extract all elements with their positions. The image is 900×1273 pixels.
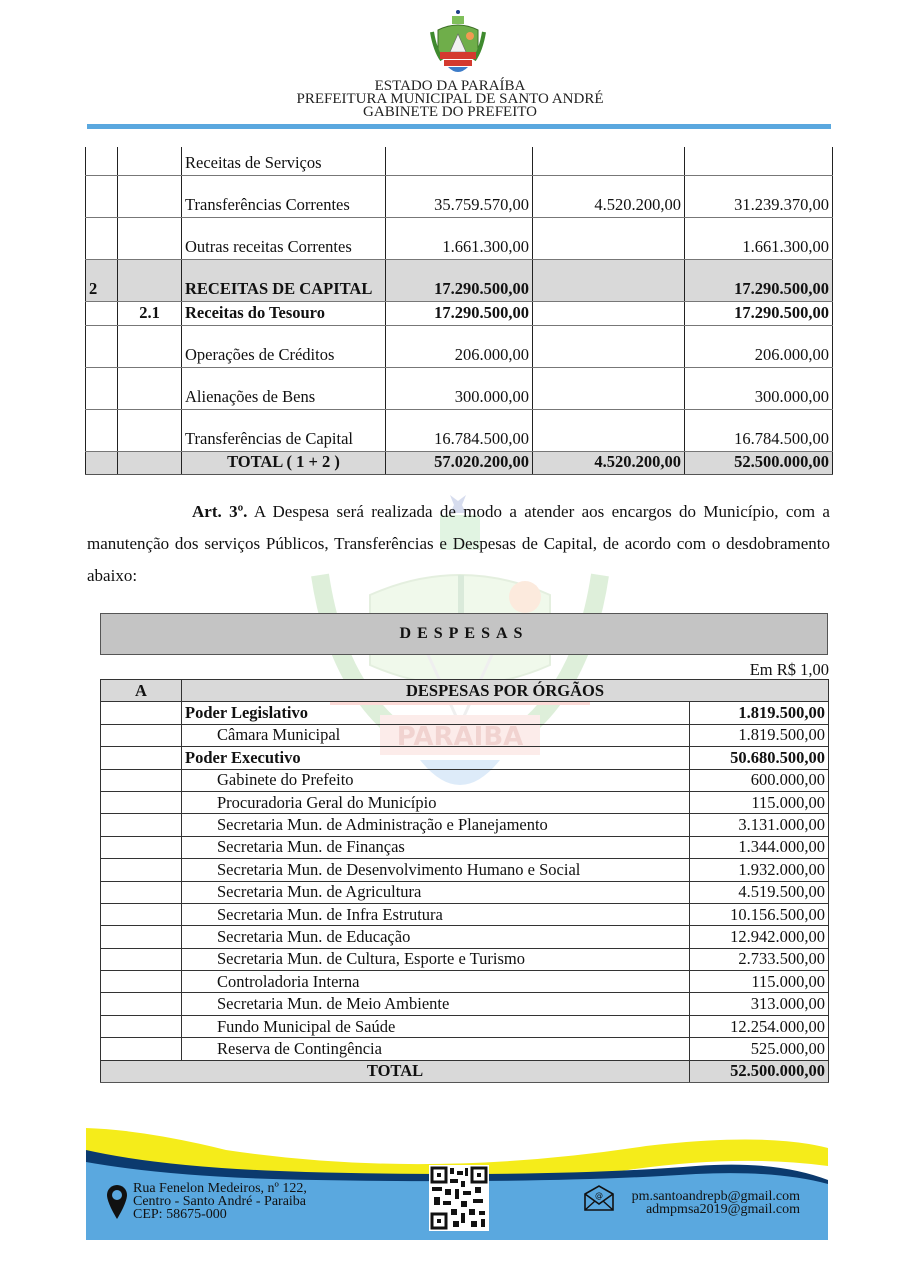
despesa-value: 525.000,00 xyxy=(690,1038,829,1060)
svg-text:@: @ xyxy=(595,1191,603,1200)
row-value-gross: 1.661.300,00 xyxy=(386,217,533,259)
row-subcode xyxy=(118,367,182,409)
row-code xyxy=(86,451,118,474)
despesa-value: 1.344.000,00 xyxy=(690,836,829,858)
receita-row xyxy=(86,259,833,301)
row-label: Alienações de Bens xyxy=(182,367,386,409)
despesas-table xyxy=(100,679,829,1083)
article-heading: Art. 3º. xyxy=(192,502,248,521)
despesa-item-row xyxy=(101,1015,829,1037)
row-code xyxy=(101,702,182,724)
row-code xyxy=(101,948,182,970)
despesa-item-row xyxy=(101,791,829,813)
address-line: Rua Fenelon Medeiros, nº 122, xyxy=(133,1181,307,1196)
despesa-group-row xyxy=(101,702,829,724)
row-value-net: 1.661.300,00 xyxy=(685,217,833,259)
row-value-net: 206.000,00 xyxy=(685,325,833,367)
despesas-banner: DESPESAS xyxy=(100,613,828,655)
despesa-value: 1.819.500,00 xyxy=(690,724,829,746)
despesa-label: Gabinete do Prefeito xyxy=(182,769,690,791)
despesa-value: 50.680.500,00 xyxy=(690,747,829,769)
footer-emails xyxy=(632,1190,800,1216)
receita-row xyxy=(86,367,833,409)
header-office: GABINETE DO PREFEITO xyxy=(363,104,537,120)
row-value-deduction xyxy=(533,367,685,409)
letterhead xyxy=(0,0,900,135)
despesa-value: 12.254.000,00 xyxy=(690,1015,829,1037)
despesa-label: Fundo Municipal de Saúde xyxy=(182,1015,690,1037)
despesa-item-row xyxy=(101,903,829,925)
despesa-value: 10.156.500,00 xyxy=(690,903,829,925)
header-state: ESTADO DA PARAÍBA xyxy=(374,78,526,94)
row-value-deduction xyxy=(533,409,685,451)
row-value-net: 16.784.500,00 xyxy=(685,409,833,451)
header-code: A xyxy=(101,680,182,702)
row-subcode xyxy=(118,175,182,217)
row-code xyxy=(86,301,118,325)
qr-code-icon[interactable] xyxy=(429,1165,489,1231)
row-code xyxy=(101,724,182,746)
despesa-item-row xyxy=(101,814,829,836)
receita-row xyxy=(86,175,833,217)
row-value-gross: 17.290.500,00 xyxy=(386,259,533,301)
email-link[interactable]: admpmsa2019@gmail.com xyxy=(645,1202,800,1217)
row-code xyxy=(101,993,182,1015)
footer-address xyxy=(133,1182,307,1221)
despesa-value: 313.000,00 xyxy=(690,993,829,1015)
despesas-header-row xyxy=(101,680,829,702)
row-value-net xyxy=(685,147,833,175)
row-value-gross xyxy=(386,147,533,175)
despesa-item-row xyxy=(101,993,829,1015)
row-code xyxy=(101,971,182,993)
row-code xyxy=(101,814,182,836)
row-value-deduction xyxy=(533,325,685,367)
despesa-label: Poder Legislativo xyxy=(182,702,690,724)
despesa-value: 2.733.500,00 xyxy=(690,948,829,970)
despesa-group-row xyxy=(101,747,829,769)
row-label: Receitas do Tesouro xyxy=(182,301,386,325)
despesa-value: 4.519.500,00 xyxy=(690,881,829,903)
despesa-label: Secretaria Mun. de Infra Estrutura xyxy=(182,903,690,925)
despesa-value: 115.000,00 xyxy=(690,791,829,813)
row-code xyxy=(101,769,182,791)
row-value-deduction xyxy=(533,217,685,259)
despesa-item-row xyxy=(101,1038,829,1060)
article-text: A Despesa será realizada de modo a atender aos encargos do Município, com a manutenção dos serviços Públicos, Transferências e Despesas de Capital, de acordo com o desdobramento abaixo: xyxy=(87,502,830,585)
despesa-value: 115.000,00 xyxy=(690,971,829,993)
row-value-gross: 16.784.500,00 xyxy=(386,409,533,451)
row-value-gross: 17.290.500,00 xyxy=(386,301,533,325)
despesa-label: Secretaria Mun. de Meio Ambiente xyxy=(182,993,690,1015)
row-code xyxy=(86,217,118,259)
despesas-total-value: 52.500.000,00 xyxy=(690,1060,829,1082)
total-net: 52.500.000,00 xyxy=(685,451,833,474)
row-value-deduction xyxy=(533,147,685,175)
article-3-paragraph xyxy=(87,496,830,592)
row-code xyxy=(86,367,118,409)
row-code xyxy=(101,747,182,769)
row-subcode xyxy=(118,147,182,175)
despesa-value: 1.819.500,00 xyxy=(690,702,829,724)
despesa-label: Secretaria Mun. de Finanças xyxy=(182,836,690,858)
despesa-label: Secretaria Mun. de Desenvolvimento Humano e Social xyxy=(182,859,690,881)
row-code xyxy=(101,1038,182,1060)
row-label: Receitas de Serviços xyxy=(182,147,386,175)
receitas-table xyxy=(85,147,833,475)
row-value-deduction: 4.520.200,00 xyxy=(533,175,685,217)
despesa-label: Secretaria Mun. de Educação xyxy=(182,926,690,948)
receita-row xyxy=(86,325,833,367)
despesa-item-row xyxy=(101,971,829,993)
row-label: RECEITAS DE CAPITAL xyxy=(182,259,386,301)
despesa-item-row xyxy=(101,769,829,791)
row-value-net: 17.290.500,00 xyxy=(685,301,833,325)
row-label: Operações de Créditos xyxy=(182,325,386,367)
row-subcode xyxy=(118,259,182,301)
despesa-label: Poder Executivo xyxy=(182,747,690,769)
despesa-label: Secretaria Mun. de Agricultura xyxy=(182,881,690,903)
despesa-item-row xyxy=(101,881,829,903)
watermark-text: PARAIBA xyxy=(396,722,524,752)
despesa-label: Secretaria Mun. de Administração e Planejamento xyxy=(182,814,690,836)
row-code xyxy=(86,175,118,217)
row-label: Outras receitas Correntes xyxy=(182,217,386,259)
despesa-value: 600.000,00 xyxy=(690,769,829,791)
receita-row xyxy=(86,409,833,451)
row-code xyxy=(86,409,118,451)
row-code xyxy=(101,1015,182,1037)
address-line: Centro - Santo André - Paraiba xyxy=(133,1194,307,1209)
row-code xyxy=(101,926,182,948)
despesa-item-row xyxy=(101,859,829,881)
email-envelope-icon xyxy=(583,1184,615,1212)
row-value-gross: 300.000,00 xyxy=(386,367,533,409)
row-label: Transferências de Capital xyxy=(182,409,386,451)
municipal-crest-icon xyxy=(428,8,488,78)
row-code xyxy=(101,903,182,925)
row-label: Transferências Correntes xyxy=(182,175,386,217)
despesa-value: 3.131.000,00 xyxy=(690,814,829,836)
receita-row xyxy=(86,147,833,175)
despesa-value: 12.942.000,00 xyxy=(690,926,829,948)
row-subcode xyxy=(118,409,182,451)
row-code: 2 xyxy=(86,259,118,301)
despesa-label: Reserva de Contingência xyxy=(182,1038,690,1060)
currency-unit-note: Em R$ 1,00 xyxy=(749,660,829,679)
row-value-net: 31.239.370,00 xyxy=(685,175,833,217)
despesas-total-label: TOTAL xyxy=(101,1060,690,1082)
row-subcode xyxy=(118,325,182,367)
despesa-label: Procuradoria Geral do Município xyxy=(182,791,690,813)
row-code xyxy=(101,836,182,858)
row-code xyxy=(101,791,182,813)
despesa-value: 1.932.000,00 xyxy=(690,859,829,881)
email-link[interactable]: pm.santoandrepb@gmail.com xyxy=(631,1189,800,1204)
receitas-total-row xyxy=(86,451,833,474)
row-code xyxy=(101,881,182,903)
row-subcode: 2.1 xyxy=(118,301,182,325)
despesa-label: Controladoria Interna xyxy=(182,971,690,993)
row-subcode xyxy=(118,217,182,259)
row-subcode xyxy=(118,451,182,474)
address-postal-code: CEP: 58675-000 xyxy=(133,1207,227,1222)
row-value-deduction xyxy=(533,259,685,301)
despesa-item-row xyxy=(101,836,829,858)
row-code xyxy=(86,325,118,367)
row-value-net: 300.000,00 xyxy=(685,367,833,409)
despesa-item-row xyxy=(101,926,829,948)
receita-row xyxy=(86,217,833,259)
row-value-gross: 35.759.570,00 xyxy=(386,175,533,217)
row-value-gross: 206.000,00 xyxy=(386,325,533,367)
total-gross: 57.020.200,00 xyxy=(386,451,533,474)
despesa-label: Câmara Municipal xyxy=(182,724,690,746)
header-prefecture: PREFEITURA MUNICIPAL DE SANTO ANDRÉ xyxy=(296,91,604,107)
row-value-net: 17.290.500,00 xyxy=(685,259,833,301)
despesa-label: Secretaria Mun. de Cultura, Esporte e Turismo xyxy=(182,948,690,970)
row-code xyxy=(86,147,118,175)
despesa-item-row xyxy=(101,724,829,746)
footer xyxy=(86,1120,828,1240)
total-deduction: 4.520.200,00 xyxy=(533,451,685,474)
header-title: DESPESAS POR ÓRGÃOS xyxy=(182,680,829,702)
row-code xyxy=(101,859,182,881)
despesas-total-row xyxy=(101,1060,829,1082)
total-label: TOTAL ( 1 + 2 ) xyxy=(182,451,386,474)
header-rule xyxy=(87,124,831,129)
location-pin-icon xyxy=(106,1184,128,1220)
despesa-item-row xyxy=(101,948,829,970)
row-value-deduction xyxy=(533,301,685,325)
receita-row xyxy=(86,301,833,325)
